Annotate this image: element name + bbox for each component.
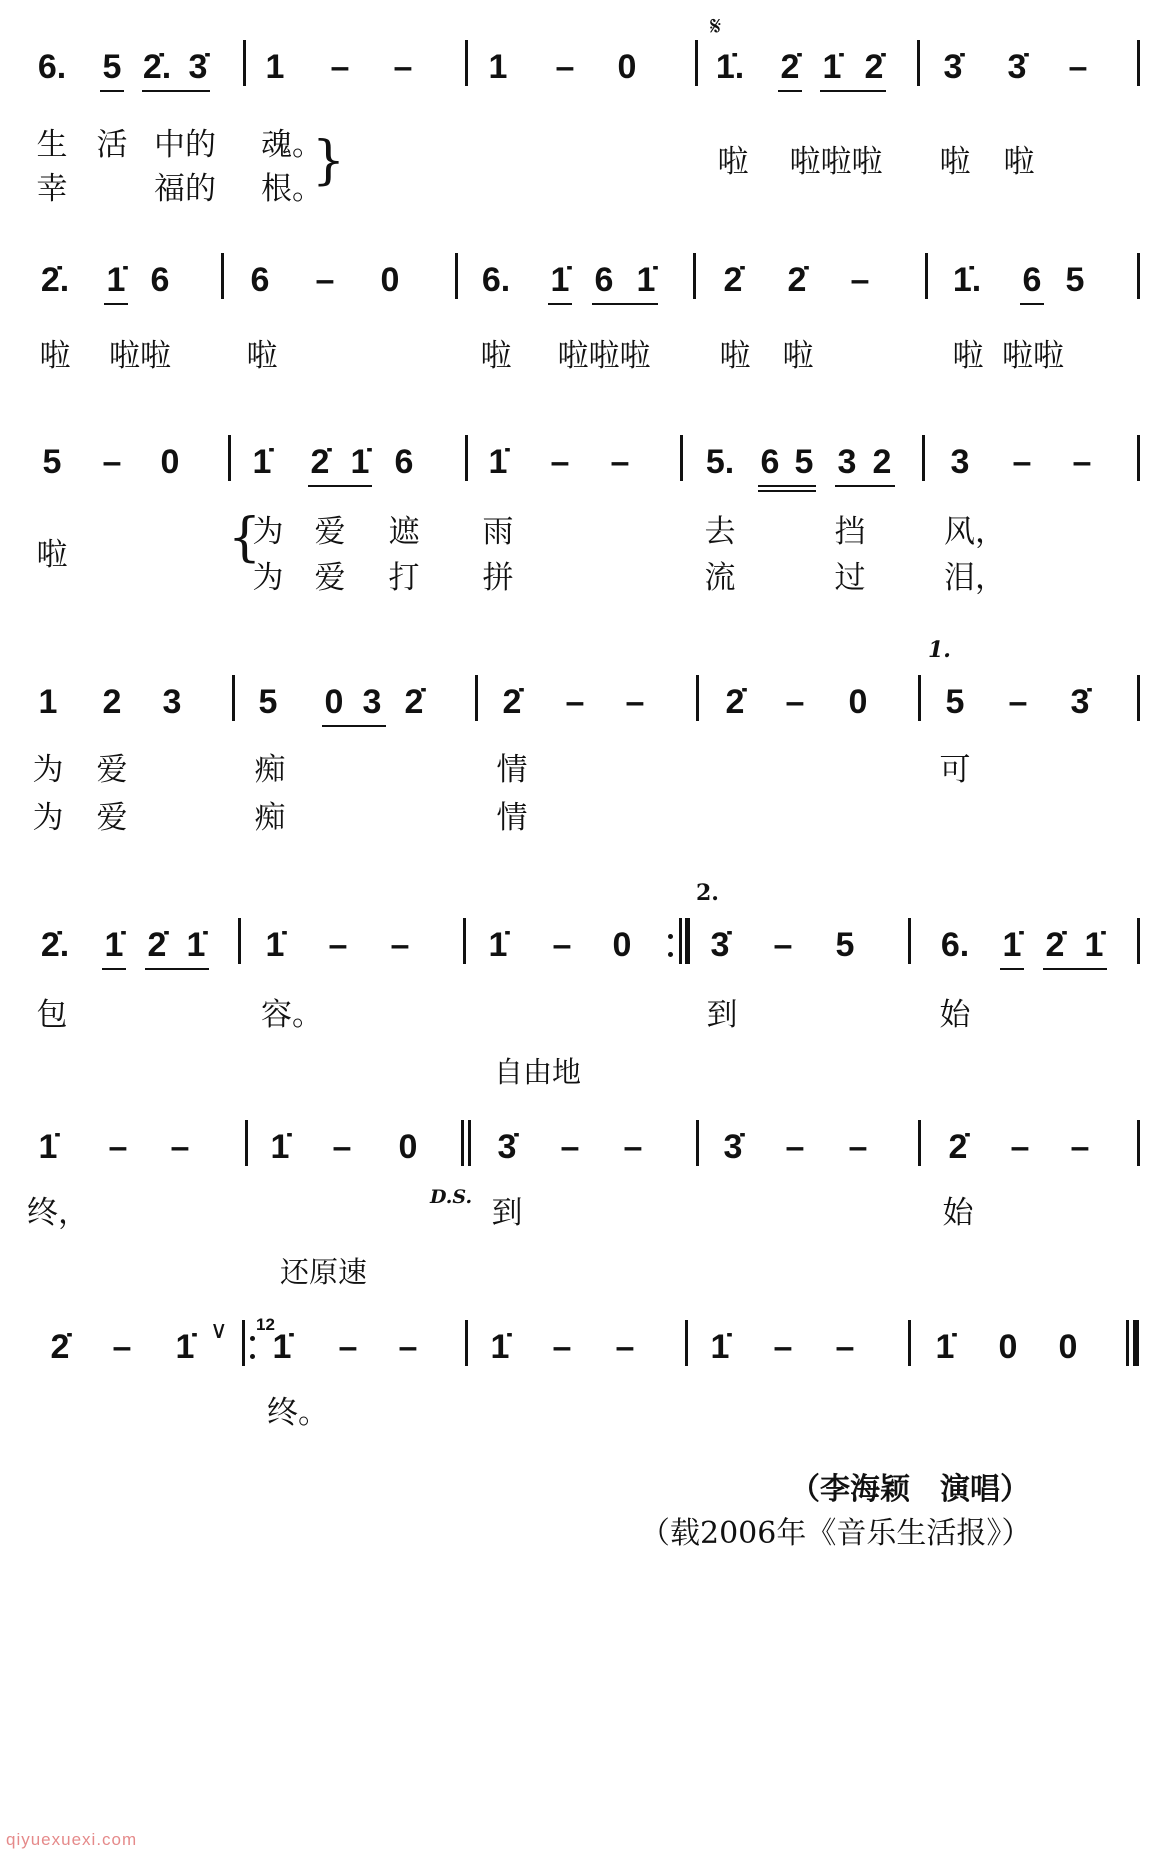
note: 1̇. xyxy=(952,261,982,299)
lyric: 啦 xyxy=(36,537,68,573)
note: 0 xyxy=(617,48,637,86)
lyric: 啦 xyxy=(246,338,278,374)
note: 6 xyxy=(1022,261,1042,299)
lyric: 爱 xyxy=(314,560,346,596)
note: 0 xyxy=(612,926,632,964)
slurs xyxy=(0,50,1163,250)
note: 5 xyxy=(258,683,278,721)
note: 5 xyxy=(102,48,122,86)
note: 6. xyxy=(940,926,970,964)
note: – xyxy=(785,683,805,721)
note: 3̇ xyxy=(1070,683,1090,721)
lyric: 啦啦啦 xyxy=(557,338,651,374)
lyric: 痴 xyxy=(254,752,286,788)
volta-2: 2. xyxy=(696,880,719,906)
note: – xyxy=(1010,1128,1030,1166)
note: 1̇ xyxy=(175,1328,195,1366)
note: 3̇ xyxy=(710,926,730,964)
system-4 xyxy=(0,637,1163,885)
note: – xyxy=(552,926,572,964)
lyric: 啦 xyxy=(939,144,971,180)
bracket: { xyxy=(228,508,262,568)
note: – xyxy=(393,48,413,86)
underline xyxy=(1020,303,1044,305)
lyric: 可 xyxy=(939,752,971,788)
note: – xyxy=(1070,1128,1090,1166)
note: 6 xyxy=(394,443,414,481)
lyric: 生 xyxy=(36,127,68,163)
note: 2̇ xyxy=(864,48,884,86)
lyric: 爱 xyxy=(96,800,128,836)
lyric: 情 xyxy=(496,800,528,836)
lyric: 痴 xyxy=(254,800,286,836)
lyric: 打 xyxy=(388,560,420,596)
lyric: 为 xyxy=(32,800,64,836)
slurs xyxy=(0,445,1163,645)
note: – xyxy=(552,1328,572,1366)
note: – xyxy=(1012,443,1032,481)
lyric: 情 xyxy=(496,752,528,788)
note: 2 xyxy=(102,683,122,721)
lyric: 啦 xyxy=(480,338,512,374)
note: 1̇ xyxy=(1084,926,1104,964)
system-1 xyxy=(0,12,1163,250)
note: – xyxy=(785,1128,805,1166)
lyric: 泪， xyxy=(944,560,1006,596)
note: 2̇ xyxy=(404,683,424,721)
lyric: 挡 xyxy=(834,514,866,550)
note: 1̇ xyxy=(710,1328,730,1366)
lyric: 啦 xyxy=(39,338,71,374)
note: 1̇ xyxy=(38,1128,58,1166)
note: 1̇ xyxy=(252,443,272,481)
note: 3̇ xyxy=(188,48,208,86)
note: 3 xyxy=(950,443,970,481)
underline xyxy=(592,303,658,305)
note: 2̇ xyxy=(787,261,807,299)
note: – xyxy=(773,1328,793,1366)
note: – xyxy=(625,683,645,721)
note: 2̇ xyxy=(50,1328,70,1366)
note: 1̇ xyxy=(550,261,570,299)
note: 6 xyxy=(594,261,614,299)
time-signature-12: 12 xyxy=(256,1315,275,1334)
note: 0 xyxy=(380,261,400,299)
note: 2̇ xyxy=(310,443,330,481)
lyric: 啦啦 xyxy=(1002,338,1064,374)
lyric: 去 xyxy=(704,514,736,550)
lyric: 啦 xyxy=(1003,144,1035,180)
note: 2̇ xyxy=(780,48,800,86)
system-3 xyxy=(0,445,1163,645)
note: 1̇ xyxy=(265,926,285,964)
note: – xyxy=(330,48,350,86)
note: 2̇ xyxy=(1045,926,1065,964)
note: – xyxy=(338,1328,358,1366)
performer-credit: （李海颖 演唱） xyxy=(790,1472,1030,1507)
note: 2̇ xyxy=(147,926,167,964)
note: 5 xyxy=(945,683,965,721)
note: 5. xyxy=(705,443,735,481)
note: 0 xyxy=(160,443,180,481)
breath-mark: ∨ xyxy=(210,1316,228,1344)
note: – xyxy=(848,1128,868,1166)
note: 0 xyxy=(848,683,868,721)
note: 5 xyxy=(1065,261,1085,299)
barline xyxy=(925,253,928,299)
slurs xyxy=(0,685,1163,885)
volta-1: 1. xyxy=(928,637,951,663)
lyric: 始 xyxy=(939,997,971,1033)
note: – xyxy=(615,1328,635,1366)
note: 1 xyxy=(265,48,285,86)
note: – xyxy=(610,443,630,481)
note: 3̇ xyxy=(723,1128,743,1166)
system-2 xyxy=(0,263,1163,463)
note: – xyxy=(102,443,122,481)
slurs xyxy=(0,1130,1163,1330)
note: – xyxy=(390,926,410,964)
note: 6 xyxy=(760,443,780,481)
lyric: 中的 xyxy=(154,127,216,163)
note: – xyxy=(315,261,335,299)
note: – xyxy=(170,1128,190,1166)
note: 5 xyxy=(42,443,62,481)
lyric: 魂。 xyxy=(261,127,323,163)
underline xyxy=(548,303,572,305)
lyric: 终。 xyxy=(267,1395,329,1431)
system-5 xyxy=(0,880,1163,1128)
note: – xyxy=(835,1328,855,1366)
note: – xyxy=(560,1128,580,1166)
note: 0 xyxy=(998,1328,1018,1366)
ds-mark: D.S. xyxy=(430,1186,473,1208)
barline xyxy=(455,253,458,299)
note: 0 xyxy=(398,1128,418,1166)
note: 1̇ xyxy=(490,1328,510,1366)
lyric: 为 xyxy=(252,560,284,596)
note: 3 xyxy=(362,683,382,721)
note: 6 xyxy=(250,261,270,299)
lyric: 啦 xyxy=(952,338,984,374)
lyric: 啦 xyxy=(719,338,751,374)
note: 1̇ xyxy=(272,1328,292,1366)
note: 1̇ xyxy=(1002,926,1022,964)
tempo-free: 自由地 xyxy=(494,1055,582,1089)
note: – xyxy=(398,1328,418,1366)
lyric: 终， xyxy=(27,1195,89,1231)
lyric: 容。 xyxy=(261,997,323,1033)
lyric: 根。 xyxy=(261,171,323,207)
lyric: 啦 xyxy=(782,338,814,374)
segno-mark: 𝄋 xyxy=(710,12,722,42)
barline xyxy=(1137,253,1140,299)
lyric: 爱 xyxy=(314,514,346,550)
note: 1̇ xyxy=(350,443,370,481)
note: 2̇ xyxy=(723,261,743,299)
lyric: 啦啦 xyxy=(109,338,171,374)
note: 2̇ xyxy=(725,683,745,721)
note: 3 xyxy=(162,683,182,721)
lyric: 流 xyxy=(704,560,736,596)
note: 2̇. xyxy=(40,926,70,964)
lyric: 福的 xyxy=(154,171,216,207)
note: 3̇ xyxy=(497,1128,517,1166)
note: 3 xyxy=(837,443,857,481)
note: 1̇. xyxy=(715,48,745,86)
note: 0 xyxy=(324,683,344,721)
barline xyxy=(221,253,224,299)
lyric: 爱 xyxy=(96,752,128,788)
note: 1̇ xyxy=(488,926,508,964)
lyric: 啦啦啦 xyxy=(789,144,883,180)
lyric: 拼 xyxy=(482,560,514,596)
lyric: 到 xyxy=(491,1195,523,1231)
note: 2̇ xyxy=(948,1128,968,1166)
note: 0 xyxy=(1058,1328,1078,1366)
note: 2̇. xyxy=(40,261,70,299)
note: – xyxy=(112,1328,132,1366)
tempo-restore: 还原速 xyxy=(280,1255,368,1289)
note: 1̇ xyxy=(106,261,126,299)
note: 2 xyxy=(872,443,892,481)
note: 6. xyxy=(37,48,67,86)
note: 1̇ xyxy=(488,443,508,481)
lyric: 雨 xyxy=(482,514,514,550)
note: 3̇ xyxy=(943,48,963,86)
note: 1̇ xyxy=(822,48,842,86)
lyric: 包 xyxy=(36,997,68,1033)
note: – xyxy=(1068,48,1088,86)
note: – xyxy=(108,1128,128,1166)
bracket: } xyxy=(312,131,346,191)
note: 5 xyxy=(835,926,855,964)
note: – xyxy=(328,926,348,964)
note: 1̇ xyxy=(270,1128,290,1166)
source-credit: （载2006年《音乐生活报》） xyxy=(640,1516,1032,1551)
note: 2̇ xyxy=(502,683,522,721)
watermark: qiyuexuexi.com xyxy=(6,1830,138,1849)
slurs-and-mordents xyxy=(0,928,1163,1128)
note: 3̇ xyxy=(1007,48,1027,86)
note: 5 xyxy=(794,443,814,481)
note: 1̇ xyxy=(636,261,656,299)
note: 1 xyxy=(38,683,58,721)
barline xyxy=(693,253,696,299)
note: – xyxy=(565,683,585,721)
lyric: 风， xyxy=(944,514,1006,550)
lyric: 幸 xyxy=(36,171,68,207)
lyric: 为 xyxy=(32,752,64,788)
note: 1̇ xyxy=(186,926,206,964)
note: 2̇. xyxy=(142,48,172,86)
lyric: 遮 xyxy=(388,514,420,550)
system-6 xyxy=(0,1055,1163,1330)
note: 1̇ xyxy=(104,926,124,964)
note: – xyxy=(623,1128,643,1166)
lyric: 过 xyxy=(834,560,866,596)
note: – xyxy=(1008,683,1028,721)
note: – xyxy=(550,443,570,481)
note: – xyxy=(850,261,870,299)
lyric: 为 xyxy=(252,514,284,550)
note: 1̇ xyxy=(935,1328,955,1366)
note: – xyxy=(555,48,575,86)
note: 6 xyxy=(150,261,170,299)
note: 1 xyxy=(488,48,508,86)
lyric: 活 xyxy=(96,127,128,163)
note: 6. xyxy=(481,261,511,299)
note: – xyxy=(332,1128,352,1166)
lyric: 到 xyxy=(706,997,738,1033)
lyric: 啦 xyxy=(717,144,749,180)
underline xyxy=(104,303,128,305)
note: – xyxy=(773,926,793,964)
note: – xyxy=(1072,443,1092,481)
lyric: 始 xyxy=(942,1195,974,1231)
